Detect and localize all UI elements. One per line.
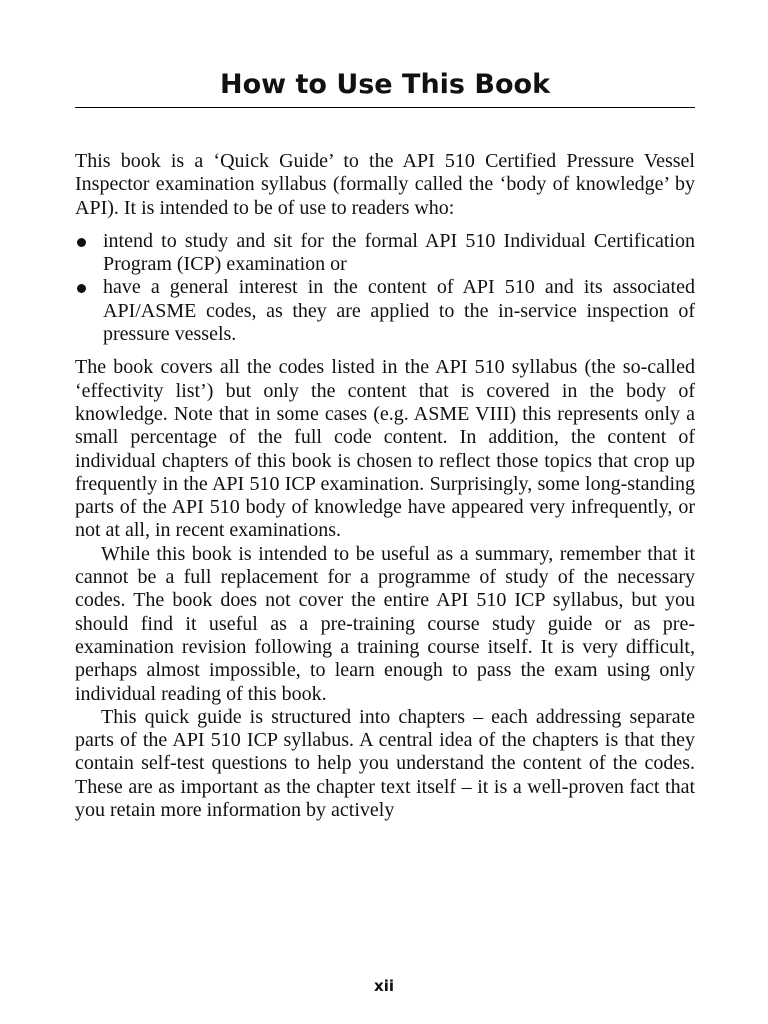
bullet-icon <box>77 238 86 247</box>
reader-bullet-list <box>75 230 695 346</box>
paragraph-structure: This quick guide is structured into chapters – each addressing separate parts of the API 510 ICP syllabus. A central idea of the chapters is that they contain self-test questions to help you understand the content of the codes. These are as important as the chapter text itself – it is a well-proven fact that you retain more information by actively <box>75 705 695 822</box>
list-item-text: intend to study and sit for the formal API 510 Individual Certification Program (ICP) examination or <box>103 229 695 276</box>
paragraph-codes-coverage: The book covers all the codes listed in the API 510 syllabus (the so-called ‘effectivity list’) but only the content that is covered in the body of knowledge. Note that in some cases (e.g. ASME VIII) this represents only a small percentage of the full code content. In addition, the content of individual chapters of this book is chosen to reflect those topics that crop up frequently in the API 510 ICP examination. Surprisingly, some long-standing parts of the API 510 body of knowledge have appeared very infrequently, or not at all, in recent examinations. <box>75 356 695 542</box>
paragraph-summary-note: While this book is intended to be useful as a summary, remember that it cannot be a full replacement for a programme of study of the necessary codes. The book does not cover the entire API 510 ICP syllabus, but you should find it useful as a pre-training course study guide or as pre-examination revision following a training course itself. It is very difficult, perhaps almost impossible, to learn enough to pass the exam using only individual reading of this book. <box>75 542 695 705</box>
list-item <box>75 276 695 346</box>
bullet-icon <box>77 284 86 293</box>
list-item-text: have a general interest in the content of API 510 and its associated API/ASME codes, as they are applied to the in-service inspection of pressure vessels. <box>103 276 695 346</box>
body-text <box>75 150 695 822</box>
intro-paragraph: This book is a ‘Quick Guide’ to the API 510 Certified Pressure Vessel Inspector examination syllabus (formally called the ‘body of knowledge’ by API). It is intended to be of use to readers who: <box>75 150 695 219</box>
list-item <box>75 230 695 277</box>
page-title: How to Use This Book <box>219 69 551 100</box>
title-divider <box>75 107 695 108</box>
page-number: xii <box>374 977 394 995</box>
